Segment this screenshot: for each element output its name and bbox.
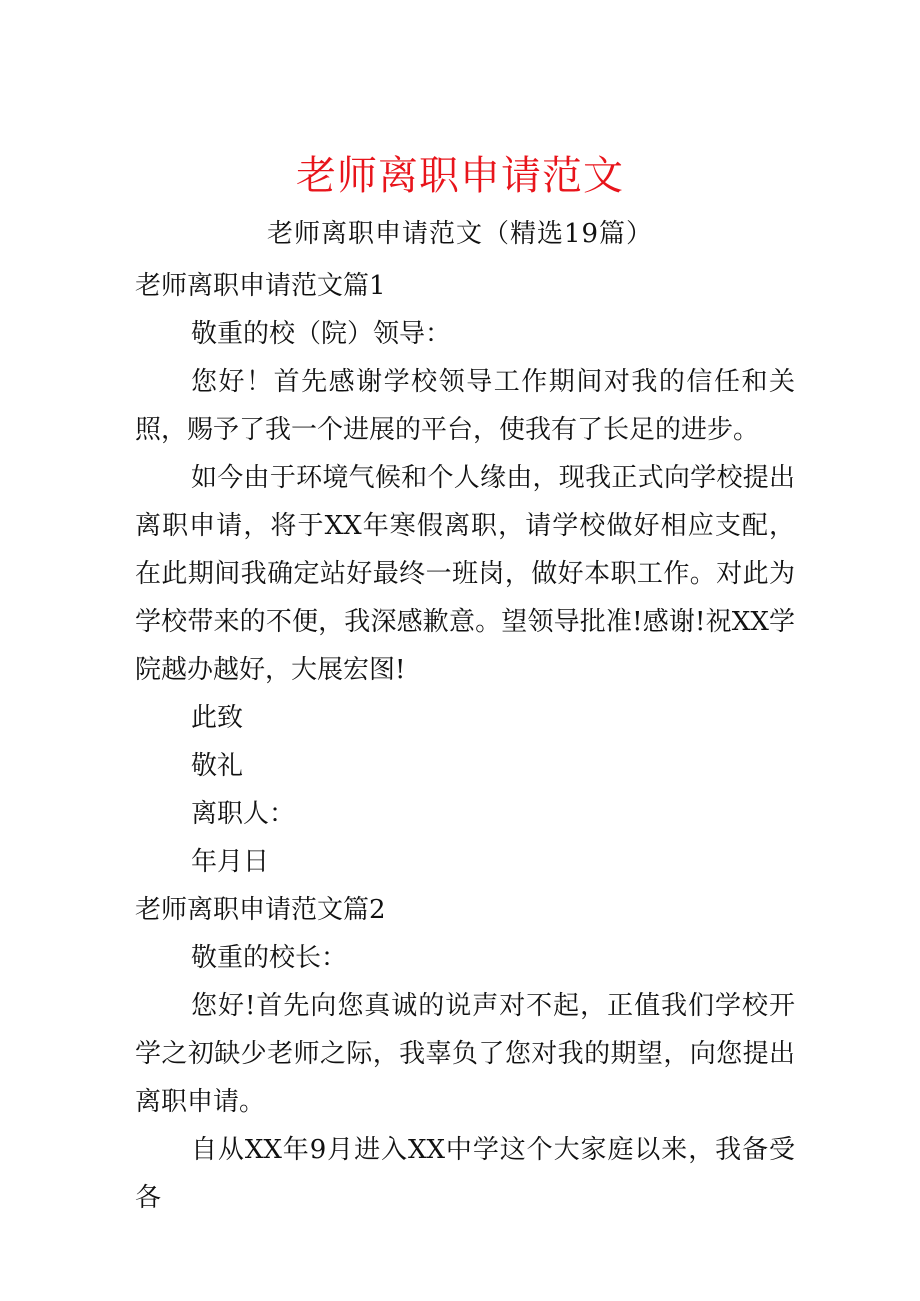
salutation-1: 敬重的校（院）领导： [191,319,452,349]
document-subtitle: 老师离职申请范文（精选19篇） [266,219,654,249]
section-heading-1: 老师离职申请范文篇1 [135,271,386,301]
signature-line: 离职人： [191,799,296,829]
date-line: 年月日 [191,847,270,877]
paragraph-history: 自从XX年9月进入XX中学这个大家庭以来，我备受各 [135,1135,795,1213]
closing-jingli: 敬礼 [191,751,244,781]
document-body [135,262,795,1222]
salutation-2: 敬重的校长： [191,943,348,973]
paragraph-thanks: 您好！首先感谢学校领导工作期间对我的信任和关照，赐予了我一个进展的平台，使我有了长足的进步。 [135,367,795,445]
closing-cizhi: 此致 [191,703,244,733]
paragraph-apology: 您好!首先向您真诚的说声对不起，正值我们学校开学之初缺少老师之际，我辜负了您对我的期望，向您提出离职申请。 [135,991,795,1117]
document-title: 老师离职申请范文 [296,153,624,199]
section-heading-2: 老师离职申请范文篇2 [135,895,386,925]
paragraph-resignation-1: 如今由于环境气候和个人缘由，现我正式向学校提出离职申请，将于XX年寒假离职，请学校做好相应支配，在此期间我确定站好最终一班岗，做好本职工作。对此为学校带来的不便，我深感歉意。望领导批准!感谢!祝XX学院越办越好，大展宏图! [135,463,795,685]
